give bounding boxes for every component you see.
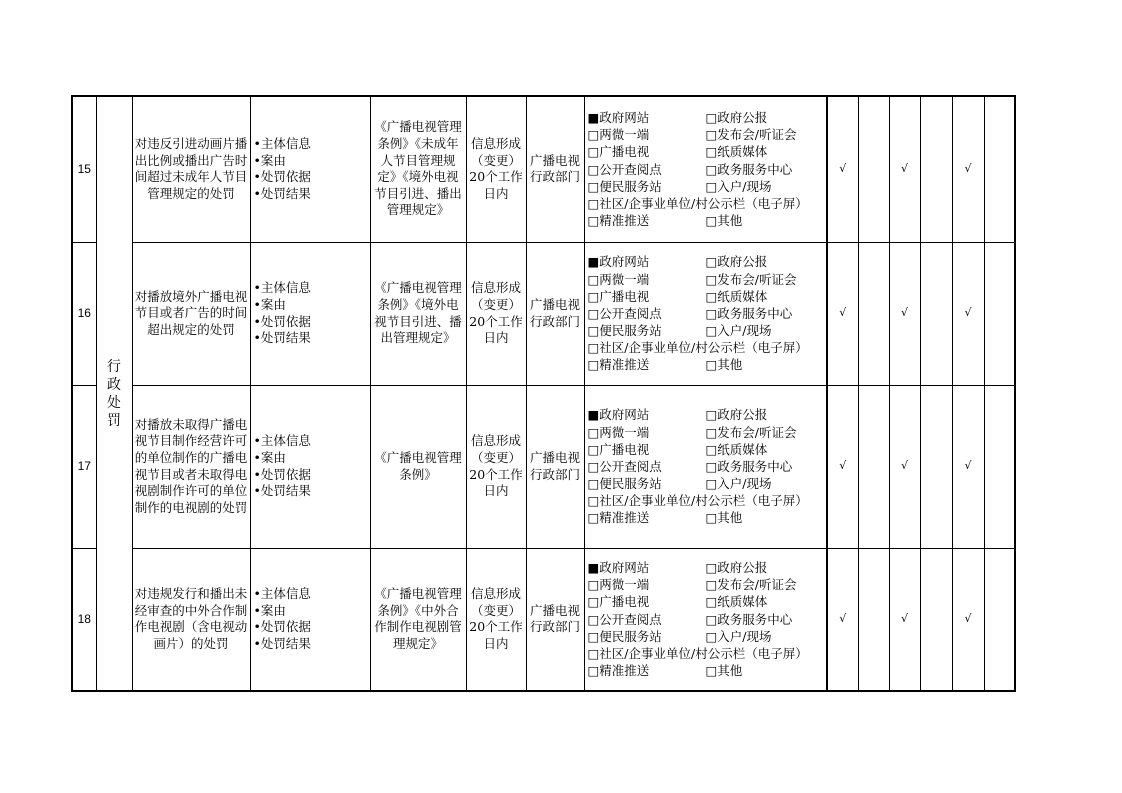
content-line: •处罚结果	[253, 635, 311, 651]
channel-option: □政府公报	[705, 407, 768, 423]
channel-option: □公开查阅点	[587, 611, 662, 627]
channel-option: □入户/现场	[705, 178, 772, 194]
checkmark: √	[827, 96, 858, 242]
item-name: 对违反引进动画片播出比例或播出广告时间超过未成年人节目管理规定的处罚	[132, 96, 250, 242]
checkmark: √	[952, 242, 984, 385]
legal-basis: 《广播电视管理条例》《未成年人节目管理规定》《境外电视节目引进、播出管理规定》	[370, 96, 466, 242]
empty-mark-cell	[858, 385, 889, 548]
responsible-dept: 广播电视行政部门	[526, 385, 584, 548]
channel-option: □社区/企事业单位/村公示栏（电子屏）	[587, 493, 808, 509]
empty-mark-cell	[858, 242, 889, 385]
content-line: •处罚依据	[253, 169, 311, 185]
channel-option: □社区/企事业单位/村公示栏（电子屏）	[587, 646, 808, 662]
legal-basis: 《广播电视管理条例》《境外电视节目引进、播出管理规定》	[370, 242, 466, 385]
disclosure-time: 信息形成（变更）20个工作日内	[466, 548, 526, 691]
content-line: •处罚依据	[253, 466, 311, 482]
empty-mark-cell	[920, 242, 952, 385]
channel-option: □广播电视	[587, 144, 650, 160]
channel-option: □其他	[705, 663, 743, 679]
channel-option: ■政府网站	[587, 254, 650, 270]
channel-option: □纸质媒体	[705, 441, 768, 457]
disclosure-table	[71, 95, 1016, 692]
content-line: •处罚依据	[253, 313, 311, 329]
item-name: 对违规发行和播出未经审查的中外合作制作电视剧（含电视动画片）的处罚	[132, 548, 250, 691]
disclosure-content	[250, 385, 370, 548]
item-name: 对播放境外广播电视节目或者广告的时间超出规定的处罚	[132, 242, 250, 385]
channel-option: □发布会/听证会	[705, 424, 797, 440]
content-line: •主体信息	[253, 136, 311, 152]
disclosure-time: 信息形成（变更）20个工作日内	[466, 96, 526, 242]
empty-mark-cell	[984, 96, 1015, 242]
content-line: •处罚结果	[253, 330, 311, 346]
channel-option: □纸质媒体	[705, 144, 768, 160]
content-line: •案由	[253, 449, 286, 465]
checkmark: √	[827, 548, 858, 691]
content-line: •案由	[253, 296, 286, 312]
legal-basis: 《广播电视管理条例》	[370, 385, 466, 548]
empty-mark-cell	[920, 96, 952, 242]
empty-mark-cell	[984, 385, 1015, 548]
table-row	[72, 548, 1015, 691]
category-char: 行	[107, 358, 121, 375]
channel-option: □政府公报	[705, 254, 768, 270]
table-row	[72, 385, 1015, 548]
disclosure-channels	[584, 242, 827, 385]
content-line: •处罚结果	[253, 185, 311, 201]
disclosure-channels	[584, 96, 827, 242]
content-line: •主体信息	[253, 586, 311, 602]
disclosure-content	[250, 96, 370, 242]
channel-option: □社区/企事业单位/村公示栏（电子屏）	[587, 340, 808, 356]
empty-mark-cell	[920, 385, 952, 548]
empty-mark-cell	[984, 548, 1015, 691]
channel-option: □公开查阅点	[587, 458, 662, 474]
legal-basis: 《广播电视管理条例》《中外合作制作电视剧管理规定》	[370, 548, 466, 691]
channel-option: □精准推送	[587, 510, 650, 526]
channel-option: □便民服务站	[587, 323, 662, 339]
row-number: 17	[72, 385, 96, 548]
row-number: 16	[72, 242, 96, 385]
channel-option: □入户/现场	[705, 476, 772, 492]
checkmark: √	[952, 96, 984, 242]
channel-option: □政务服务中心	[705, 611, 793, 627]
category-char: 罚	[107, 412, 121, 429]
checkmark: √	[952, 385, 984, 548]
content-line: •主体信息	[253, 280, 311, 296]
category-label	[97, 358, 132, 430]
empty-mark-cell	[920, 548, 952, 691]
channel-option: □发布会/听证会	[705, 271, 797, 287]
category-cell	[96, 96, 132, 691]
responsible-dept: 广播电视行政部门	[526, 548, 584, 691]
content-line: •处罚结果	[253, 483, 311, 499]
channel-option: □两微一端	[587, 271, 650, 287]
channel-option: ■政府网站	[587, 110, 650, 126]
content-line: •案由	[253, 152, 286, 168]
channel-option: □发布会/听证会	[705, 127, 797, 143]
checkmark: √	[889, 96, 920, 242]
checkmark: √	[889, 385, 920, 548]
disclosure-channels	[584, 385, 827, 548]
checkmark: √	[827, 385, 858, 548]
channel-option: □其他	[705, 213, 743, 229]
category-char: 处	[107, 394, 121, 411]
disclosure-channels	[584, 548, 827, 691]
content-line: •主体信息	[253, 433, 311, 449]
channel-option: □广播电视	[587, 594, 650, 610]
channel-option: □其他	[705, 510, 743, 526]
checkmark: √	[952, 548, 984, 691]
channel-option: □精准推送	[587, 213, 650, 229]
responsible-dept: 广播电视行政部门	[526, 242, 584, 385]
disclosure-time: 信息形成（变更）20个工作日内	[466, 385, 526, 548]
channel-option: □纸质媒体	[705, 288, 768, 304]
channel-option: □入户/现场	[705, 323, 772, 339]
channel-option: □便民服务站	[587, 628, 662, 644]
channel-option: □广播电视	[587, 288, 650, 304]
channel-option: ■政府网站	[587, 407, 650, 423]
channel-option: □政府公报	[705, 560, 768, 576]
table-row	[72, 242, 1015, 385]
table-row	[72, 96, 1015, 242]
channel-option: □广播电视	[587, 441, 650, 457]
item-name: 对播放未取得广播电视节目制作经营许可的单位制作的广播电视节目或者未取得电视剧制作许可的单位制作的电视剧的处罚	[132, 385, 250, 548]
checkmark: √	[889, 242, 920, 385]
content-line: •案由	[253, 602, 286, 618]
empty-mark-cell	[858, 96, 889, 242]
disclosure-content	[250, 548, 370, 691]
channel-option: □精准推送	[587, 357, 650, 373]
empty-mark-cell	[858, 548, 889, 691]
responsible-dept: 广播电视行政部门	[526, 96, 584, 242]
disclosure-content	[250, 242, 370, 385]
channel-option: □政务服务中心	[705, 161, 793, 177]
channel-option: □纸质媒体	[705, 594, 768, 610]
row-number: 18	[72, 548, 96, 691]
checkmark: √	[827, 242, 858, 385]
channel-option: □公开查阅点	[587, 305, 662, 321]
channel-option: □政务服务中心	[705, 305, 793, 321]
row-number: 15	[72, 96, 96, 242]
content-line: •处罚依据	[253, 619, 311, 635]
channel-option: ■政府网站	[587, 560, 650, 576]
channel-option: □其他	[705, 357, 743, 373]
channel-option: □两微一端	[587, 424, 650, 440]
channel-option: □发布会/听证会	[705, 577, 797, 593]
channel-option: □两微一端	[587, 577, 650, 593]
channel-option: □政务服务中心	[705, 458, 793, 474]
channel-option: □入户/现场	[705, 628, 772, 644]
category-char: 政	[107, 376, 121, 393]
channel-option: □社区/企事业单位/村公示栏（电子屏）	[587, 196, 808, 212]
channel-option: □两微一端	[587, 127, 650, 143]
channel-option: □便民服务站	[587, 476, 662, 492]
channel-option: □政府公报	[705, 110, 768, 126]
channel-option: □精准推送	[587, 663, 650, 679]
empty-mark-cell	[984, 242, 1015, 385]
disclosure-time: 信息形成（变更）20个工作日内	[466, 242, 526, 385]
channel-option: □便民服务站	[587, 178, 662, 194]
checkmark: √	[889, 548, 920, 691]
channel-option: □公开查阅点	[587, 161, 662, 177]
